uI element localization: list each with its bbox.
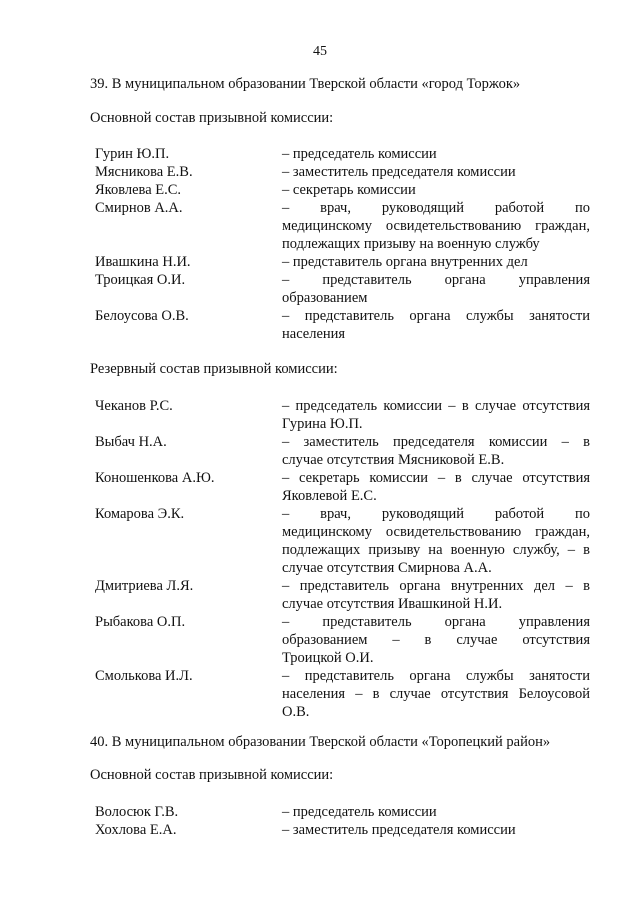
member-name: Выбач Н.А. xyxy=(95,434,167,450)
member-name: Коношенкова А.Ю. xyxy=(95,470,215,486)
member-role xyxy=(282,613,590,667)
member-role-line: населения xyxy=(282,326,346,342)
page-number: 45 xyxy=(313,44,327,59)
member-role-line: – председатель комиссии xyxy=(282,146,437,162)
member-role-line: Троицкой О.И. xyxy=(282,650,374,666)
member-role-line: медицинскому освидетельствованию граждан, xyxy=(282,218,590,234)
member-role xyxy=(282,397,590,433)
member-role-line: – врач, руководящий работой по xyxy=(282,200,590,216)
member-role-line: – представитель органа управления xyxy=(282,272,590,288)
member-role xyxy=(282,253,590,271)
member-name: Смирнов А.А. xyxy=(95,200,183,216)
member-role-line: – врач, руководящий работой по xyxy=(282,506,590,522)
section-40-main-title: Основной состав призывной комиссии: xyxy=(90,767,334,783)
member-name: Троицкая О.И. xyxy=(95,272,186,288)
member-name: Мясникова Е.В. xyxy=(95,164,193,180)
section-40-heading: 40. В муниципальном образовании Тверской области «Торопецкий район» xyxy=(90,734,551,750)
member-role xyxy=(282,307,590,343)
member-role-line: медицинскому освидетельствованию граждан, xyxy=(282,524,590,540)
member-role-line: случае отсутствия Мясниковой Е.В. xyxy=(282,452,505,468)
member-role-line: – заместитель председателя комиссии xyxy=(282,164,516,180)
member-role-line: Яковлевой Е.С. xyxy=(282,488,377,504)
member-role xyxy=(282,145,590,163)
member-role xyxy=(282,163,590,181)
member-role xyxy=(282,271,590,307)
member-role xyxy=(282,667,590,721)
member-role-line: подлежащих призыву на военную службу, – в xyxy=(282,542,590,558)
member-role xyxy=(282,505,590,577)
member-role-line: – председатель комиссии xyxy=(282,804,437,820)
member-role xyxy=(282,433,590,469)
member-name: Гурин Ю.П. xyxy=(95,146,170,162)
member-role xyxy=(282,803,590,821)
member-name: Комарова Э.К. xyxy=(95,506,185,522)
member-role-line: образованием – в случае отсутствия xyxy=(282,632,590,648)
member-role-line: образованием xyxy=(282,290,368,306)
member-name: Хохлова Е.А. xyxy=(95,822,177,838)
member-role-line: – представитель органа внутренних дел xyxy=(282,254,528,270)
member-role-line: О.В. xyxy=(282,704,310,720)
member-role-line: – заместитель председателя комиссии xyxy=(282,822,516,838)
member-name: Дмитриева Л.Я. xyxy=(95,578,194,594)
member-role-line: – секретарь комиссии – в случае отсутствия xyxy=(282,470,590,486)
member-role xyxy=(282,469,590,505)
member-role-line: Гурина Ю.П. xyxy=(282,416,363,432)
member-name: Смолькова И.Л. xyxy=(95,668,193,684)
member-role-line: случае отсутствия Ивашкиной Н.И. xyxy=(282,596,503,612)
member-role-line: населения – в случае отсутствия Белоусовой xyxy=(282,686,590,702)
member-role-line: – представитель органа управления xyxy=(282,614,590,630)
member-name: Рыбакова О.П. xyxy=(95,614,186,630)
member-name: Белоусова О.В. xyxy=(95,308,189,324)
member-name: Волосюк Г.В. xyxy=(95,804,179,820)
member-role-line: – секретарь комиссии xyxy=(282,182,416,198)
member-role-line: – представитель органа службы занятости xyxy=(282,308,590,324)
member-role xyxy=(282,577,590,613)
member-name: Яковлева Е.С. xyxy=(95,182,182,198)
member-name: Ивашкина Н.И. xyxy=(95,254,191,270)
member-role-line: подлежащих призыву на военную службу xyxy=(282,236,540,252)
member-role-line: – представитель органа службы занятости xyxy=(282,668,590,684)
member-role-line: случае отсутствия Смирнова А.А. xyxy=(282,560,492,576)
member-role-line: – председатель комиссии – в случае отсутствия xyxy=(282,398,590,414)
member-name: Чеканов Р.С. xyxy=(95,398,173,414)
member-role-line: – представитель органа внутренних дел – в xyxy=(282,578,590,594)
member-role-line: – заместитель председателя комиссии – в xyxy=(282,434,590,450)
section-39-main-title: Основной состав призывной комиссии: xyxy=(90,110,334,126)
section-39-heading: 39. В муниципальном образовании Тверской области «город Торжок» xyxy=(90,76,521,92)
section-39-reserve-title: Резервный состав призывной комиссии: xyxy=(90,361,338,377)
member-role xyxy=(282,199,590,253)
member-role xyxy=(282,821,590,839)
member-role xyxy=(282,181,590,199)
